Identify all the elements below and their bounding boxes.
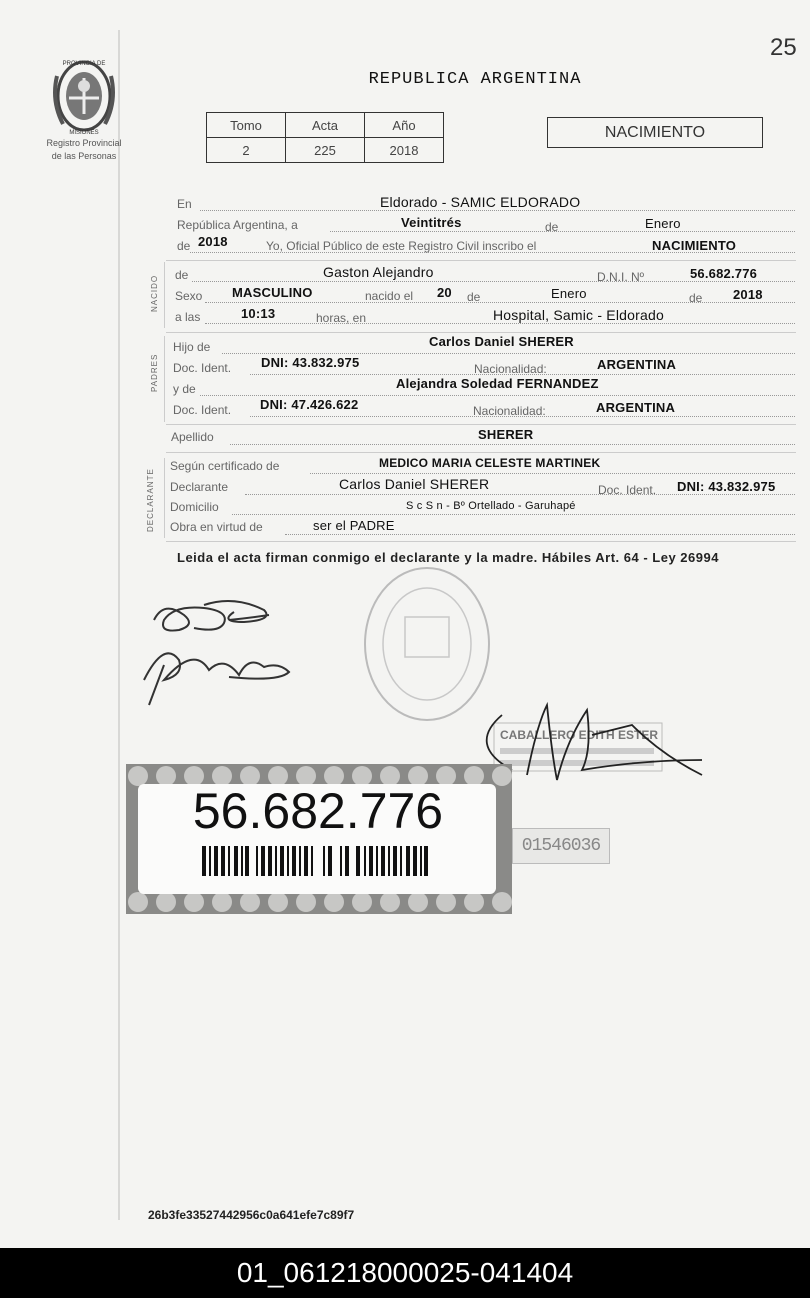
declarante-section-label: DECLARANTE: [146, 468, 155, 532]
child-name-value: Gaston Alejandro: [323, 264, 434, 280]
sexo-value: MASCULINO: [232, 285, 313, 300]
child-dni-value: 56.682.776: [690, 266, 758, 281]
dotted-line: [330, 231, 795, 232]
nacido-el-label: nacido el: [365, 289, 414, 303]
day-words-value: Veintitrés: [401, 215, 462, 230]
obra-label: Obra en virtud de: [170, 520, 263, 534]
horas-label: horas, en: [316, 311, 367, 325]
dotted-line: [245, 494, 795, 495]
section-divider: [166, 541, 796, 542]
page-number: 25: [770, 34, 797, 61]
domicilio-label: Domicilio: [170, 500, 219, 514]
de-label: de: [689, 291, 703, 305]
dotted-line: [222, 353, 795, 354]
ref-header-acta: Acta: [286, 113, 365, 138]
ref-header-anio: Año: [365, 113, 444, 138]
dotted-line: [232, 514, 795, 515]
ref-header-tomo: Tomo: [207, 113, 286, 138]
doc-label: Doc. Ident.: [173, 361, 232, 375]
coat-of-arms-icon: [49, 56, 119, 136]
dotted-line: [310, 473, 795, 474]
closing-statement: Leida el acta firman conmigo el declarante y la madre. Hábiles Art. 64 - Ley 26994: [177, 550, 719, 565]
section-divider: [166, 332, 796, 333]
father-nat-value: ARGENTINA: [597, 357, 677, 372]
signature-declarante-icon: [134, 585, 304, 715]
ref-value-tomo: 2: [207, 138, 286, 163]
footer-id: 01_061218000025-041404: [0, 1248, 810, 1298]
oficial-text: Yo, Oficial Público de este Registro Civil inscribo el: [266, 239, 537, 253]
padres-section-label: PADRES: [150, 353, 159, 392]
republica-label: República Argentina, a: [177, 218, 298, 232]
birth-place-value: Hospital, Samic - Eldorado: [493, 307, 664, 323]
section-bar: [164, 262, 165, 328]
dotted-line: [200, 210, 795, 211]
father-doc-value: DNI: 43.832.975: [261, 355, 360, 370]
ref-value-acta: 225: [286, 138, 365, 163]
mother-name-value: Alejandra Soledad FERNANDEZ: [396, 376, 599, 391]
section-divider: [166, 260, 796, 261]
section-divider: [166, 452, 796, 453]
de-label: de: [467, 290, 481, 304]
year-value: 2018: [198, 234, 228, 249]
dotted-line: [205, 302, 795, 303]
dotted-line: [285, 534, 795, 535]
birth-year-value: 2018: [733, 287, 763, 302]
apellido-value: SHERER: [478, 427, 534, 442]
control-code: 01546036: [512, 828, 610, 864]
page-fold: [118, 30, 120, 1220]
act-type-box: NACIMIENTO: [547, 117, 763, 148]
nacionalidad-label: Nacionalidad:: [474, 362, 547, 376]
document-title: REPUBLICA ARGENTINA: [368, 70, 582, 89]
en-label: En: [177, 197, 192, 211]
reference-table: [206, 112, 444, 163]
mother-doc-value: DNI: 47.426.622: [260, 397, 359, 412]
birth-month-value: Enero: [551, 286, 587, 301]
birth-day-value: 20: [437, 285, 452, 300]
hijo-label: Hijo de: [173, 340, 211, 354]
father-name-value: Carlos Daniel SHERER: [429, 334, 574, 349]
mother-nat-value: ARGENTINA: [596, 400, 676, 415]
sticker-background: [126, 764, 512, 914]
nacido-section-label: NACIDO: [150, 274, 159, 312]
sexo-label: Sexo: [175, 289, 203, 303]
ref-value-anio: 2018: [365, 138, 444, 163]
section-bar: [164, 458, 165, 538]
logo-caption-2: de las Personas: [51, 151, 117, 161]
de-label: de: [545, 220, 559, 234]
obra-value: ser el PADRE: [313, 518, 395, 533]
declarante-doc-value: DNI: 43.832.975: [677, 479, 776, 494]
cert-value: MEDICO MARIA CELESTE MARTINEK: [379, 456, 601, 470]
apellido-label: Apellido: [171, 430, 214, 444]
sticker-dni-text: 56.682.776: [192, 783, 444, 839]
dotted-line: [205, 323, 795, 324]
section-divider: [166, 424, 796, 425]
svg-text:MISIONES: MISIONES: [69, 130, 99, 136]
place-value: Eldorado - SAMIC ELDORADO: [380, 194, 581, 210]
cert-label: Según certificado de: [170, 459, 280, 473]
dotted-line: [192, 281, 795, 282]
alas-label: a las: [175, 310, 201, 324]
dni-label: D.N.I. Nº: [597, 270, 645, 284]
declarante-name-value: Carlos Daniel SHERER: [339, 476, 490, 492]
document-hash: 26b3fe33527442956c0a641efe7c89f7: [148, 1208, 355, 1222]
svg-text:PROVINCIA DE: PROVINCIA DE: [62, 61, 106, 67]
logo-caption-1: Registro Provincial: [46, 138, 122, 148]
dotted-line: [230, 444, 795, 445]
nacionalidad-label: Nacionalidad:: [473, 404, 546, 418]
doc-label: Doc. Ident.: [598, 483, 657, 497]
act-word-value: NACIMIENTO: [652, 238, 737, 253]
dotted-line: [200, 395, 795, 396]
dni-sticker: [126, 764, 512, 914]
yde-label: y de: [173, 382, 196, 396]
section-bar: [164, 336, 165, 422]
birth-time-value: 10:13: [241, 306, 276, 321]
month-value: Enero: [645, 216, 681, 231]
svg-text:CABALLERO EDITH ESTER: CABALLERO EDITH ESTER: [500, 728, 659, 742]
de2-label: de: [177, 239, 191, 253]
province-logo: [36, 56, 132, 162]
nacido-de-label: de: [175, 268, 189, 282]
domicilio-value: S c S n - Bº Ortellado - Garuhapé: [406, 500, 576, 512]
declarante-label: Declarante: [170, 480, 229, 494]
doc-label: Doc. Ident.: [173, 403, 232, 417]
